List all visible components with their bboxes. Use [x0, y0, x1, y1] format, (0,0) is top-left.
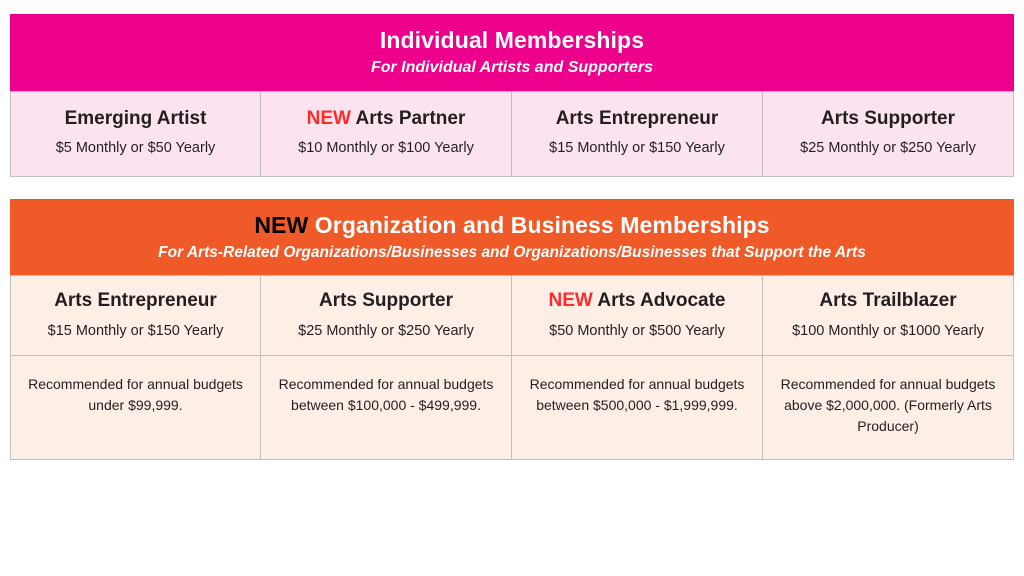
individual-tier-arts-supporter[interactable] — [763, 91, 1014, 178]
tier-name-text: Arts Advocate — [597, 290, 726, 312]
organization-memberships-title — [20, 211, 1004, 240]
individual-tier-emerging-artist[interactable] — [10, 91, 261, 178]
tier-name — [19, 108, 252, 131]
individual-memberships-subtitle: For Individual Artists and Supporters — [370, 58, 654, 76]
note-text: Recommended for annual budgets between $500,000 - $1,999,999. — [529, 375, 745, 413]
organization-note-arts-supporter — [261, 356, 512, 460]
tier-name — [269, 290, 503, 313]
individual-tier-arts-entrepreneur[interactable] — [512, 91, 763, 178]
tier-price: $50 Monthly or $500 Yearly — [549, 322, 725, 339]
organization-note-row — [10, 356, 1014, 460]
tier-price: $25 Monthly or $250 Yearly — [800, 140, 976, 157]
organization-memberships-subtitle: For Arts-Related Organizations/Businesses and Organizations/Businesses that Support the Arts — [158, 243, 866, 261]
tier-price: $10 Monthly or $100 Yearly — [298, 140, 474, 157]
individual-tier-row — [10, 91, 1014, 178]
organization-tier-row — [10, 275, 1014, 356]
organization-tier-arts-advocate[interactable] — [512, 275, 763, 356]
individual-memberships-banner — [10, 14, 1014, 91]
tier-name — [771, 108, 1005, 131]
tier-name — [520, 290, 754, 313]
tier-name-text: Arts Entrepreneur — [54, 290, 217, 312]
tier-name-text: Arts Partner — [355, 107, 466, 129]
organization-note-arts-advocate — [512, 356, 763, 460]
section-spacer — [10, 177, 1014, 199]
tier-price: $100 Monthly or $1000 Yearly — [792, 322, 984, 339]
organization-tier-arts-trailblazer[interactable] — [763, 275, 1014, 356]
note-text: Recommended for annual budgets under $99,999. — [28, 375, 243, 413]
new-badge: NEW — [306, 107, 351, 129]
new-badge: NEW — [254, 212, 309, 239]
tier-name-text: Emerging Artist — [64, 107, 207, 129]
organization-note-arts-entrepreneur — [10, 356, 261, 460]
organization-memberships-banner — [10, 199, 1014, 275]
organization-tier-arts-entrepreneur[interactable] — [10, 275, 261, 356]
note-text: Recommended for annual budgets above $2,000,000. (Formerly Arts Producer) — [780, 375, 996, 434]
tier-price: $25 Monthly or $250 Yearly — [298, 322, 474, 339]
tier-price: $15 Monthly or $150 Yearly — [47, 322, 224, 339]
tier-name — [520, 108, 754, 131]
organization-note-arts-trailblazer — [763, 356, 1014, 460]
note-text: Recommended for annual budgets between $100,000 - $499,999. — [278, 375, 494, 413]
tier-price: $15 Monthly or $150 Yearly — [549, 140, 725, 157]
tier-price: $5 Monthly or $50 Yearly — [55, 140, 216, 157]
tier-name-text: Arts Supporter — [820, 107, 956, 129]
organization-tier-arts-supporter[interactable] — [261, 275, 512, 356]
tier-name-text: Arts Supporter — [318, 290, 454, 312]
organization-memberships-title-text: Organization and Business Memberships — [314, 212, 770, 239]
tier-name-text: Arts Trailblazer — [819, 290, 957, 312]
individual-memberships-title: Individual Memberships — [379, 27, 645, 53]
tier-name — [771, 290, 1005, 313]
tier-name-text: Arts Entrepreneur — [555, 107, 719, 129]
individual-memberships-block — [10, 14, 1014, 177]
tier-name — [19, 290, 252, 313]
individual-tier-arts-partner[interactable] — [261, 91, 512, 178]
tier-name — [269, 108, 503, 131]
new-badge: NEW — [548, 290, 593, 312]
organization-memberships-block — [10, 199, 1014, 460]
